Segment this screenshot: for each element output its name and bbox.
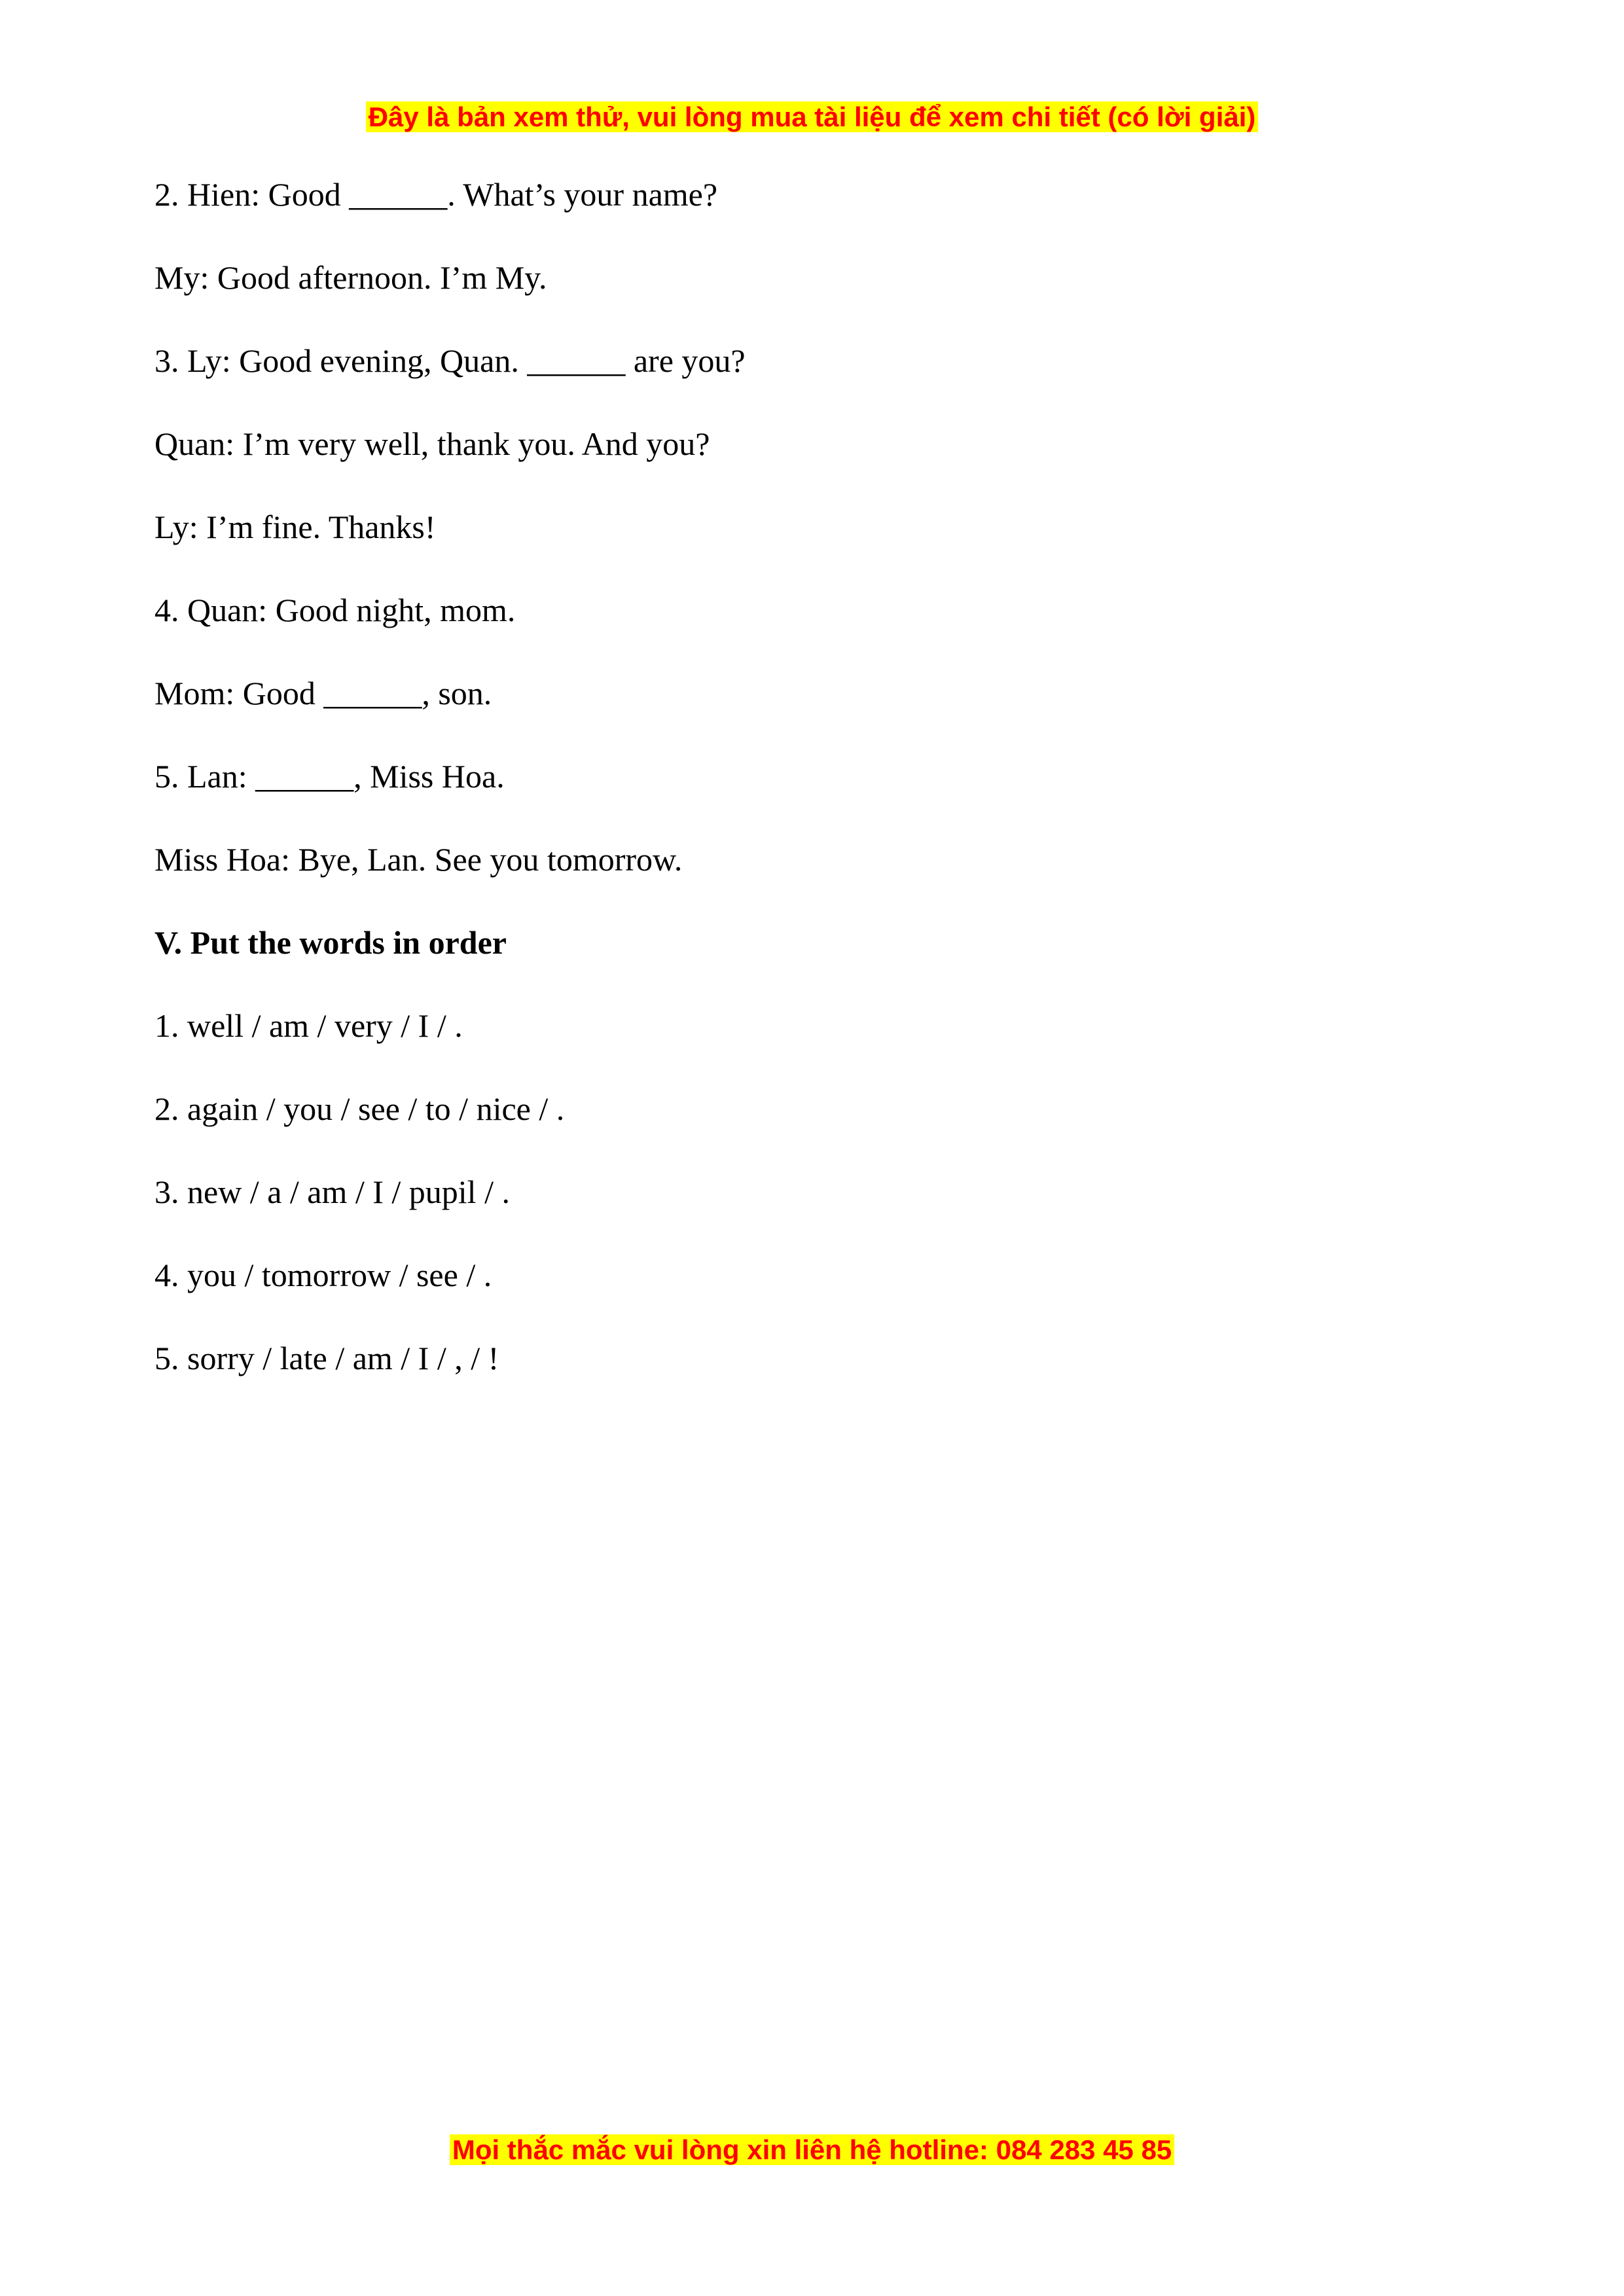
- hotline-notice-text: Mọi thắc mắc vui lòng xin liên hệ hotline: 084 283 45 85: [450, 2134, 1174, 2165]
- dialogue-line: 4. Quan: Good night, mom.: [154, 592, 516, 628]
- hotline-notice-banner: [0, 2131, 1624, 2169]
- dialogue-line: 3. Ly: Good evening, Quan. ______ are you?: [154, 342, 746, 379]
- dialogue-line: 5. Lan: ______, Miss Hoa.: [154, 758, 505, 795]
- word-order-item: 1. well / am / very / I / .: [154, 1007, 463, 1044]
- dialogue-line: Ly: I’m fine. Thanks!: [154, 509, 436, 545]
- worksheet-content: [154, 171, 1470, 1418]
- word-order-item: 5. sorry / late / am / I / , / !: [154, 1340, 499, 1376]
- preview-notice-text: Đây là bản xem thử, vui lòng mua tài liệu để xem chi tiết (có lời giải): [366, 101, 1259, 132]
- dialogue-line: Quan: I’m very well, thank you. And you?: [154, 425, 710, 462]
- dialogue-line: My: Good afternoon. I’m My.: [154, 259, 547, 296]
- word-order-item: 3. new / a / am / I / pupil / .: [154, 1174, 510, 1210]
- dialogue-line: Miss Hoa: Bye, Lan. See you tomorrow.: [154, 841, 683, 878]
- word-order-item: 2. again / you / see / to / nice / .: [154, 1090, 565, 1127]
- dialogue-line: 2. Hien: Good ______. What’s your name?: [154, 176, 718, 213]
- word-order-item: 4. you / tomorrow / see / .: [154, 1257, 492, 1293]
- section-v-heading: V. Put the words in order: [154, 924, 507, 961]
- preview-notice-banner: [0, 98, 1624, 136]
- dialogue-line: Mom: Good ______, son.: [154, 675, 492, 711]
